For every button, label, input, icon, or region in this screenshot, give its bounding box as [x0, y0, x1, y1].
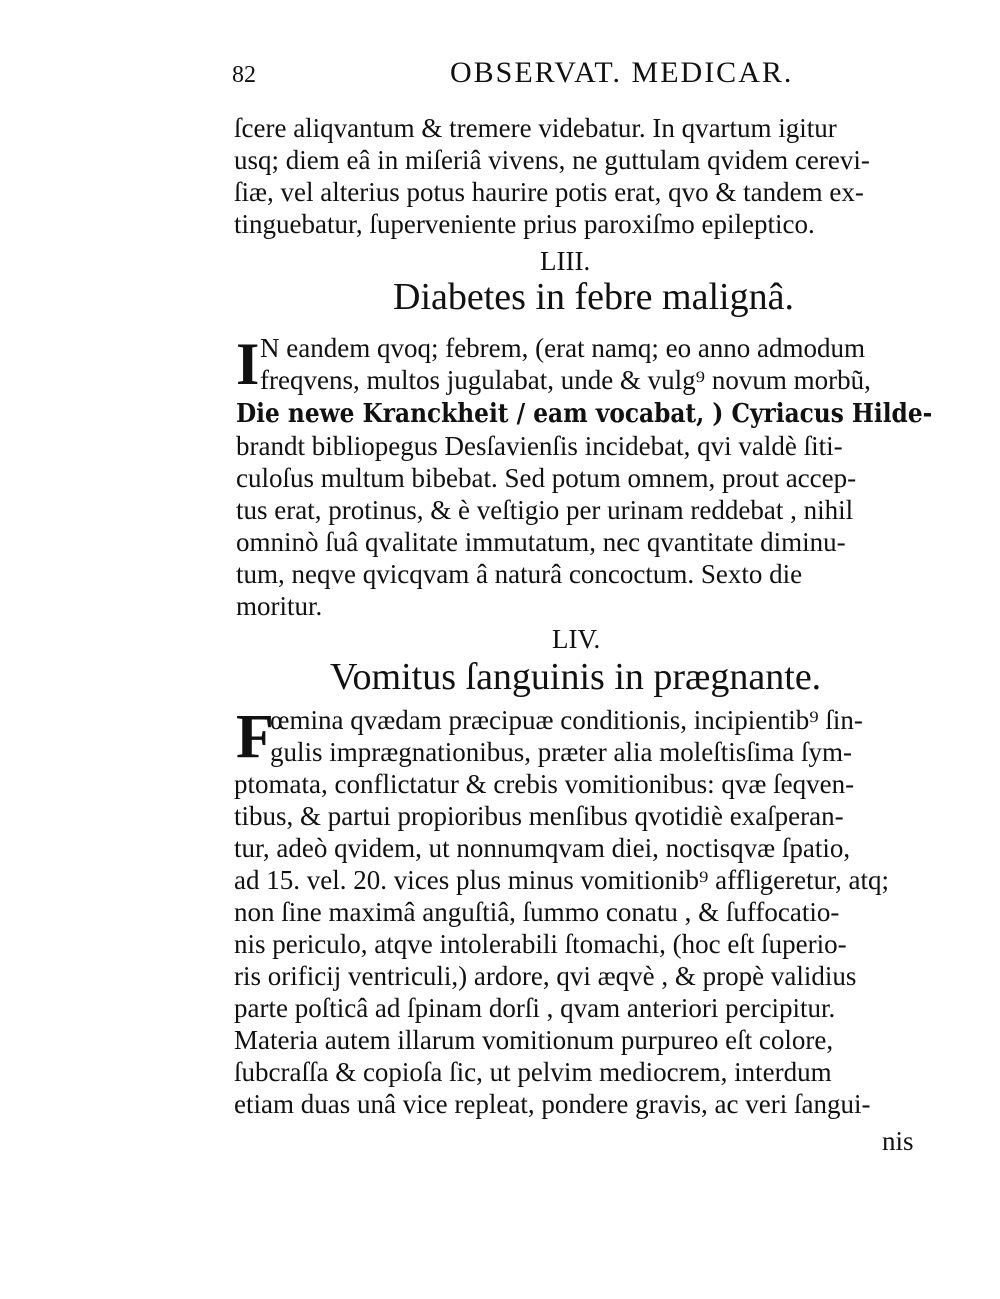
text-line: ris orificij ventriculi,) ardore, qvi æqvè , & propè validius	[234, 961, 857, 991]
text-line: ſiæ, vel alterius potus haurire potis erat, qvo & tandem ex-	[234, 177, 864, 207]
text-line: culoſus multum bibebat. Sed potum omnem, prout accep-	[236, 463, 857, 493]
section-title: Vomitus ſanguinis in prægnante.	[330, 656, 822, 698]
running-head: OBSERVAT. MEDICAR.	[450, 56, 794, 89]
text-line: N eandem qvoq; febrem, (erat namq; eo anno admodum	[260, 333, 866, 363]
text-line: nis periculo, atqve intolerabili ſtomachi, (hoc eſt ſuperio-	[234, 929, 847, 959]
text-line: brandt bibliopegus Desſavienſis incidebat, qvi valdè ſiti-	[236, 431, 843, 461]
drop-cap: I	[236, 331, 260, 397]
text-line: tur, adeò qvidem, ut nonnumqvam diei, noctisqvæ ſpatio,	[234, 833, 851, 863]
text-line: freqvens, multos jugulabat, unde & vulg⁹ novum morbũ,	[260, 365, 871, 395]
page-header	[232, 56, 932, 96]
text-line: œmina qvædam præcipuæ conditionis, incipientib⁹ ſin-	[270, 705, 863, 735]
text-line: tinguebatur, ſuperveniente prius paroxiſmo epileptico.	[234, 209, 815, 239]
text-line: non ſine maximâ anguſtiâ, ſummo conatu , & ſuffocatio-	[234, 897, 840, 927]
text-line: parte poſticâ ad ſpinam dorſi , qvam anteriori percipitur.	[234, 993, 836, 1023]
text-line: ſubcraſſa & copioſa ſic, ut pelvim mediocrem, interdum	[234, 1057, 832, 1087]
text-line: tibus, & partui propioribus menſibus qvotidiè exaſperan-	[234, 801, 844, 831]
text-line: ptomata, conflictatur & crebis vomitionibus: qvæ ſeqven-	[234, 769, 855, 799]
text-line: moritur.	[236, 591, 323, 621]
text-line: ſcere aliqvantum & tremere videbatur. In qvartum igitur	[234, 113, 837, 143]
text-line: usq; diem eâ in miſeriâ vivens, ne guttulam qvidem cerevi-	[234, 145, 870, 175]
text-line: etiam duas unâ vice repleat, pondere gravis, ac veri ſangui-	[234, 1089, 871, 1119]
text-line: tus erat, protinus, & è veſtigio per urinam reddebat , nihil	[236, 495, 854, 525]
catchword: nis	[882, 1126, 914, 1156]
drop-cap: F	[236, 703, 274, 771]
text-line: gulis imprægnationibus, præter alia moleſtisſima ſym-	[270, 737, 852, 767]
section-number: LIII.	[540, 246, 591, 276]
text-line: omninò ſuâ qvalitate immutatum, nec qvantitate diminu-	[236, 527, 846, 557]
section-title: Diabetes in febre malignâ.	[393, 276, 794, 318]
text-line: ad 15. vel. 20. vices plus minus vomitionib⁹ affligeretur, atq;	[234, 865, 889, 895]
text-line: Materia autem illarum vomitionum purpureo eſt colore,	[234, 1025, 834, 1055]
text-line: Die newe Kranckheit / eam vocabat, ) Cyriacus Hilde-	[236, 399, 933, 429]
page-number: 82	[232, 62, 256, 88]
text-line: tum, neqve qvicqvam â naturâ concoctum. Sexto die	[236, 559, 803, 589]
section-number: LIV.	[552, 624, 601, 654]
